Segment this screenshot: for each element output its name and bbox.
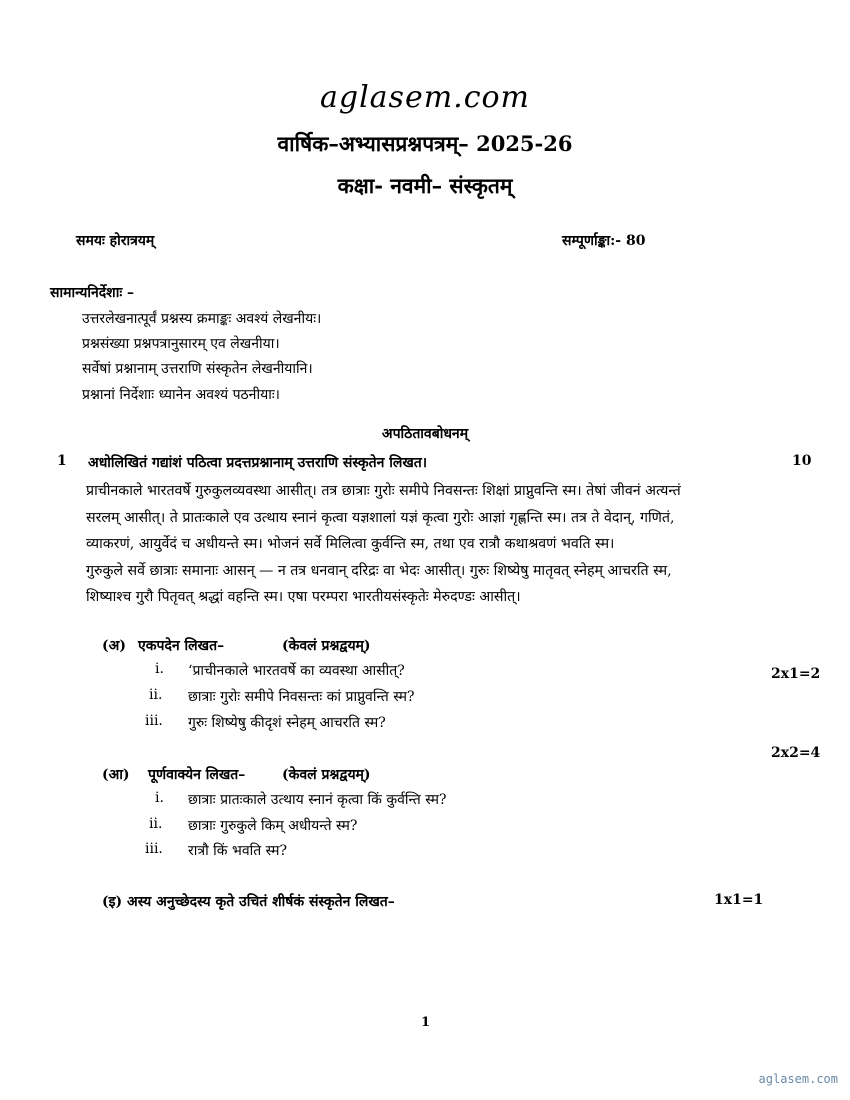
sub-question-text: ‘प्राचीनकाले भारतवर्षे का व्यवस्था आसीत्? xyxy=(188,663,405,679)
total-marks-label: सम्पूर्णाङ्का:- 80 xyxy=(562,233,646,249)
passage-line: व्याकरणं, आयुर्वेदं च अधीयन्ते स्म। भोजनं सर्वे मिलित्वा कुर्वन्ति स्म, तथा एव रात्रौ कथाश्रवणं भवति स्म। xyxy=(86,536,615,552)
part-aa-label: (आ) xyxy=(102,767,130,783)
sub-question-number: ii. xyxy=(149,816,163,832)
sub-question-number: iii. xyxy=(145,841,163,857)
instruction-item: प्रश्नानां निर्देशाः ध्यानेन अवश्यं पठनीयाः। xyxy=(82,387,280,403)
part-a-instruction: एकपदेन लिखत– xyxy=(138,638,225,654)
reading-passage xyxy=(86,478,776,611)
part-a-marks: 2x1=2 xyxy=(771,666,821,682)
question-number: 1 xyxy=(57,453,67,469)
part-aa-instruction: पूर्णवाक्येन लिखत– xyxy=(148,767,246,783)
part-a-label: (अ) xyxy=(102,638,126,654)
sub-question-number: i. xyxy=(155,790,164,806)
passage-line: गुरुकुले सर्वे छात्राः समानाः आसन् — न तत्र धनवान् दरिद्रः वा भेदः आसीत्। गुरुः शिष्येषु मातृवत् स्नेहम् आचरति स्म, xyxy=(86,562,672,579)
sub-question-text: छात्राः गुरोः समीपे निवसन्तः कां प्राप्नुवन्ति स्म? xyxy=(188,689,415,705)
site-logo: aglasem.com xyxy=(319,80,530,115)
sub-question-number: i. xyxy=(155,661,164,677)
question-marks: 10 xyxy=(792,453,812,469)
footer-watermark-url: aglasem.com xyxy=(758,1072,838,1086)
part-i-text: (इ) अस्य अनुच्छेदस्य कृते उचितं शीर्षकं संस्कृतेन लिखत– xyxy=(102,894,395,910)
sub-question-text: गुरुः शिष्येषु कीदृशं स्नेहम् आचरति स्म? xyxy=(188,715,386,731)
exam-title: वार्षिक–अभ्यासप्रश्नपत्रम्– 2025-26 xyxy=(277,131,573,156)
passage-line: शिष्याश्च गुरौ पितृवत् श्रद्धां वहन्ति स्म। एषा परम्परा भारतीयसंस्कृतेः मेरुदण्डः आसीत्। xyxy=(86,589,521,605)
page-number: 1 xyxy=(421,1015,431,1030)
passage-line: प्राचीनकाले भारतवर्षे गुरुकुलव्यवस्था आसीत्। तत्र छात्राः गुरोः समीपे निवसन्तः शिक्षां प्राप्नुवन्ति स्म। तेषां जीवनं अत्यन्तं xyxy=(86,483,681,499)
instruction-item: उत्तरलेखनात्पूर्वं प्रश्नस्य क्रमाङ्कः अवश्यं लेखनीयः। xyxy=(82,311,322,327)
exam-subtitle: कक्षा- नवमी– संस्कृतम् xyxy=(337,173,513,198)
instruction-item: प्रश्नसंख्या प्रश्नपत्रानुसारम् एव लेखनीया। xyxy=(82,336,280,352)
part-a-note: (केवलं प्रश्नद्वयम्) xyxy=(282,638,371,654)
instruction-item: सर्वेषां प्रश्नानाम् उत्तराणि संस्कृतेन लेखनीयानि। xyxy=(82,361,313,377)
section-heading: अपठितावबोधनम् xyxy=(381,426,469,442)
sub-question-number: ii. xyxy=(149,687,163,703)
instructions-heading: सामान्यनिर्देशाः – xyxy=(50,285,135,301)
part-i-marks: 1x1=1 xyxy=(714,892,764,908)
passage-line: सरलम् आसीत्। ते प्रातःकाले एव उत्थाय स्नानं कृत्वा यज्ञशालां यज्ञं कृत्वा गुरोः आज्ञां गृह्णन्ति स्म। तत्र ते वेदान्, गणितं, xyxy=(86,509,675,526)
sub-question-text: छात्राः गुरुकुले किम् अधीयन्ते स्म? xyxy=(188,818,358,834)
sub-question-text: रात्रौ किं भवति स्म? xyxy=(188,843,287,859)
part-aa-note: (केवलं प्रश्नद्वयम्) xyxy=(282,767,371,783)
sub-question-number: iii. xyxy=(145,713,163,729)
part-aa-marks: 2x2=4 xyxy=(771,745,821,761)
sub-question-text: छात्राः प्रातःकाले उत्थाय स्नानं कृत्वा किं कुर्वन्ति स्म? xyxy=(188,792,447,808)
time-label: समयः होरात्रयम् xyxy=(76,233,155,249)
question-text: अधोलिखितं गद्यांशं पठित्वा प्रदत्तप्रश्नानाम् उत्तराणि संस्कृतेन लिखत। xyxy=(88,455,428,471)
